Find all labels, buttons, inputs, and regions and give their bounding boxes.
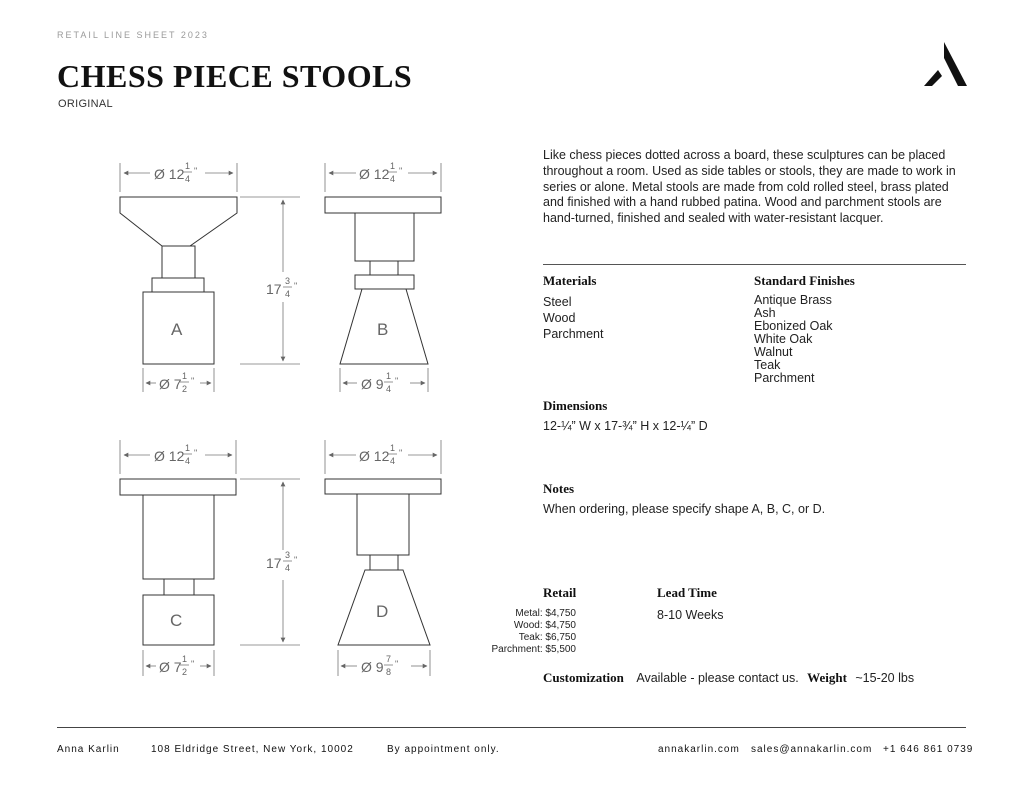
list-item: Metal: $4,750 [515, 608, 576, 619]
svg-text:Ø 7: Ø 7 [159, 376, 182, 392]
notes-value: When ordering, please specify shape A, B, C, or D. [543, 502, 826, 516]
svg-text:4: 4 [185, 174, 191, 184]
svg-text:4: 4 [390, 174, 396, 184]
list-item: White Oak [754, 332, 813, 346]
page-subtitle: ORIGINAL [58, 98, 113, 110]
finishes-heading: Standard Finishes [754, 273, 855, 288]
dim-label-b-base [361, 371, 398, 394]
svg-text:2: 2 [182, 667, 188, 677]
customization-heading: Customization [543, 670, 624, 685]
svg-text:Ø 9: Ø 9 [361, 376, 384, 392]
svg-text:4: 4 [386, 384, 392, 394]
footer-email-link[interactable]: sales@annakarlin.com [751, 744, 873, 755]
footer-phone[interactable]: +1 646 861 0739 [883, 744, 974, 755]
svg-text:7: 7 [386, 654, 392, 664]
dim-label-height-1 [266, 276, 297, 299]
retail-price-list [470, 608, 576, 656]
weight-value: ~15-20 lbs [855, 671, 915, 685]
list-item: Ebonized Oak [754, 319, 833, 333]
footer-address: 108 Eldridge Street, New York, 10002 [151, 744, 354, 755]
notes-heading: Notes [543, 481, 575, 496]
svg-text:3: 3 [285, 550, 291, 560]
dimensions-value: 12-¼” W x 17-¾” H x 12-¼” D [543, 419, 708, 433]
dim-label-c-top [154, 443, 197, 466]
materials-heading: Materials [543, 273, 597, 288]
stool-b-letter: B [377, 320, 389, 339]
svg-text:": " [294, 281, 298, 291]
finishes-list [754, 294, 833, 385]
svg-text:": " [194, 448, 198, 458]
dim-label-d-top [359, 443, 402, 466]
divider [543, 264, 966, 265]
svg-text:1: 1 [386, 371, 392, 381]
svg-text:1: 1 [390, 443, 396, 453]
list-item: Steel [543, 295, 572, 309]
svg-text:×: × [937, 73, 942, 80]
list-item: Wood: $4,750 [513, 620, 576, 631]
weight-heading: Weight [807, 670, 847, 685]
list-item: Parchment: $5,500 [491, 644, 576, 655]
svg-text:4: 4 [390, 456, 396, 466]
svg-text:2: 2 [182, 384, 188, 394]
list-item: Wood [543, 311, 576, 325]
svg-text:Ø 9: Ø 9 [361, 659, 384, 675]
svg-text:": " [399, 448, 403, 458]
materials-list [543, 294, 603, 342]
svg-text:4: 4 [185, 456, 191, 466]
svg-text:": " [191, 376, 195, 386]
svg-text:4: 4 [285, 289, 291, 299]
svg-text:Ø 7: Ø 7 [159, 659, 182, 675]
svg-text:4: 4 [285, 563, 291, 573]
svg-text:Ø 12: Ø 12 [154, 448, 185, 464]
svg-text:Ø 12: Ø 12 [359, 166, 390, 182]
svg-text:": " [294, 555, 298, 565]
svg-text:": " [191, 659, 195, 669]
list-item: Antique Brass [754, 293, 832, 307]
dim-label-a-base [159, 371, 194, 394]
list-item: Parchment [543, 327, 604, 341]
svg-text:17: 17 [266, 281, 282, 297]
eyebrow-label: RETAIL LINE SHEET 2023 [57, 30, 209, 40]
list-item: Teak [754, 358, 781, 372]
stool-a-letter: A [171, 320, 183, 339]
list-item: Ash [754, 306, 776, 320]
lead-time-heading: Lead Time [657, 585, 717, 600]
lead-time-value: 8-10 Weeks [657, 608, 724, 622]
list-item: Parchment [754, 371, 815, 385]
svg-text:1: 1 [185, 161, 191, 171]
dimensions-heading: Dimensions [543, 398, 608, 413]
footer-appointment: By appointment only. [387, 744, 500, 755]
list-item: Walnut [754, 345, 793, 359]
svg-text:Ø 12: Ø 12 [154, 166, 185, 182]
page-title: CHESS PIECE STOOLS [57, 58, 413, 94]
customization-value: Available - please contact us. [636, 671, 799, 685]
svg-text:3: 3 [285, 276, 291, 286]
retail-heading: Retail [543, 585, 577, 600]
dim-label-b-top [359, 161, 402, 184]
customization-row [543, 669, 914, 687]
svg-text:1: 1 [182, 371, 188, 381]
svg-text:": " [395, 659, 399, 669]
svg-text:1: 1 [182, 654, 188, 664]
svg-text:1: 1 [185, 443, 191, 453]
footer-website-link[interactable]: annakarlin.com [658, 744, 740, 755]
svg-text:8: 8 [386, 667, 392, 677]
stool-c-letter: C [170, 611, 183, 630]
dim-label-d-base [361, 654, 398, 677]
footer-name: Anna Karlin [57, 744, 120, 755]
product-description: Like chess pieces dotted across a board, these sculptures can be placed throughout a room. Used as side tables or stools, they are made to work in series or alone. Metal stools are made from cold rolled steel, brass plated and finished with a hand rubbed patina. Wood and parchment stools are hand-turned, finished and sealed with water-resistant lacquer. [543, 148, 956, 226]
dim-label-c-base [159, 654, 194, 677]
dim-label-a-top [154, 161, 197, 184]
svg-text:": " [194, 166, 198, 176]
svg-text:Ø 12: Ø 12 [359, 448, 390, 464]
svg-text:": " [395, 376, 399, 386]
svg-text:": " [399, 166, 403, 176]
footer-divider [57, 727, 966, 728]
stool-d-letter: D [376, 602, 389, 621]
list-item: Teak: $6,750 [518, 632, 576, 643]
svg-text:17: 17 [266, 555, 282, 571]
dim-label-height-2 [266, 550, 297, 573]
svg-text:1: 1 [390, 161, 396, 171]
